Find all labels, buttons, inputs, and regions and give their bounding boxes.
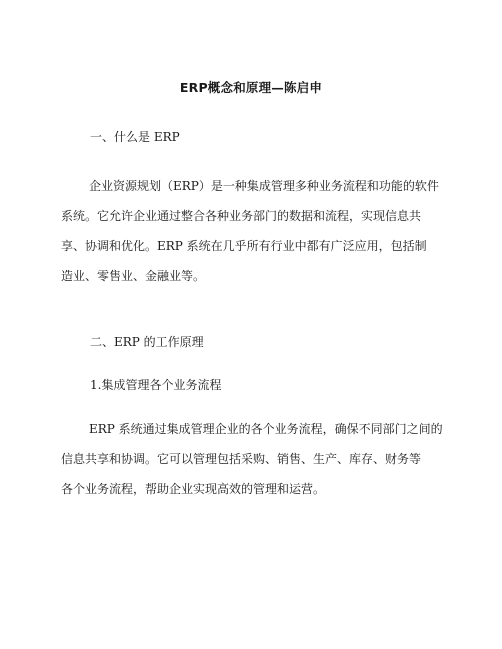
document-title: ERP概念和原理—陈启申 <box>179 80 323 95</box>
section-1-paragraph <box>61 171 439 291</box>
section-2-paragraph <box>61 414 443 504</box>
paragraph-line: 信息共享和协调。它可以管理包括采购、销售、生产、库存、财务等 <box>61 452 422 466</box>
paragraph-line: 造业、零售业、金融业等。 <box>61 269 206 283</box>
paragraph-line: 系统。它允许企业通过整合各种业务部门的数据和流程，实现信息共 <box>61 209 422 223</box>
section-1-heading: 一、什么是 ERP <box>90 130 180 144</box>
paragraph-line: 企业资源规划（ERP）是一种集成管理多种业务流程和功能的软件 <box>89 179 439 193</box>
paragraph-line: 各个业务流程，帮助企业实现高效的管理和运营。 <box>61 482 326 496</box>
section-2-heading: 二、ERP 的工作原理 <box>90 335 204 349</box>
paragraph-line: 享、协调和优化。ERP 系统在几乎所有行业中都有广泛应用，包括制 <box>61 239 427 253</box>
paragraph-line: ERP 系统通过集成管理企业的各个业务流程，确保不同部门之间的 <box>89 422 443 436</box>
section-2-subheading: 1.集成管理各个业务流程 <box>90 378 222 392</box>
